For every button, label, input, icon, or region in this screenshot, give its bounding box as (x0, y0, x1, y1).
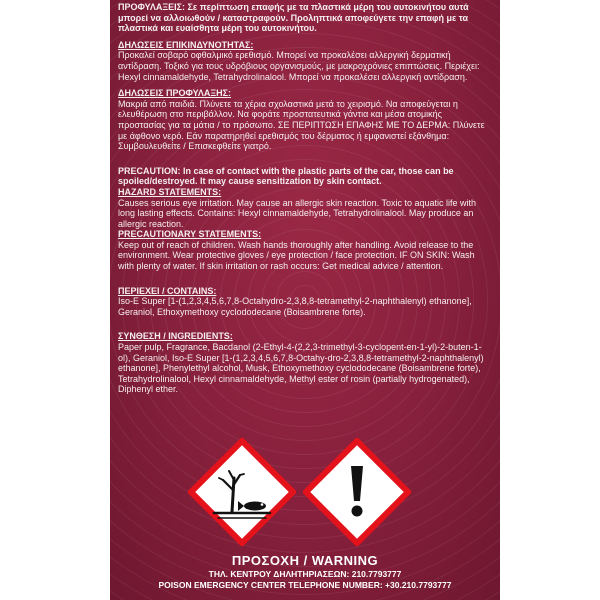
environment-hazard-icon (188, 438, 296, 546)
hazard-gr-title: ΔΗΛΩΣΕΙΣ ΕΠΙΚΙΝΔΥΝΟΤΗΤΑΣ: (118, 39, 254, 50)
precaution-en: PRECAUTION: In case of contact with the plastic parts of the car, those can be spoiled/destroyed. It may cause sensitization by skin contact. (118, 165, 454, 187)
signal-word: ΠΡΟΣΟΧΗ / WARNING (231, 553, 379, 568)
contains-title: ΠΕΡΙΕΧΕΙ / CONTAINS: (118, 285, 217, 296)
precautionary-gr-title: ΔΗΛΩΣΕΙΣ ΠΡΟΦΥΛΑΞΗΣ: (118, 88, 232, 99)
precautionary-en-text: Keep out of reach of children. Wash hands thoroughly after handling. Avoid release to the environment. Wear protective gloves / eye protection / face protection. IF ON SKIN: Wash with plenty of water. If skin irritation or rash occurs: Get medical advice / attention. (118, 239, 475, 272)
label-footer (110, 553, 500, 591)
ingredients-text: Paper pulp, Fragrance, Bacdanol (2-Ethyl-4-(2,2,3-trimethyl-3-cyclopent-en-1-yl)-2-buten-1-ol), Geraniol, Iso-E Super [1-(1,2,3,4,5,6,7,8-Octahy-dro-2,3,8,8-tetramethyl-2-naphthalenyl) ethanone], Phenylethyl alcohol, Musk, Ethoxymethoxy cyclododecane (Boisambrene forte), Tetrahydrolinalool, Hexyl cinnamaldehyde, Methyl ester of rosin (partially hydrogenated), Diphenyl ether. (118, 342, 484, 395)
precautionary-en-title: PRECAUTIONARY STATEMENTS: (118, 229, 262, 240)
poison-center-tel-gr: ΤΗΛ. ΚΕΝΤΡΟΥ ΔΗΛΗΤΗΡΙΑΣΕΩΝ: 210.7793777 (208, 569, 402, 579)
hazard-en-title: HAZARD STATEMENTS: (118, 186, 222, 197)
poison-center-tel-en: POISON EMERGENCY CENTER TELEPHONE NUMBER: +30.210.7793777 (158, 580, 452, 590)
label-text (110, 0, 500, 395)
hazard-en-text: Causes serious eye irritation. May cause an allergic skin reaction. Toxic to aquatic life with long lasting effects. Contains: Hexyl cinnamaldehyde, Tetrahydrolinalool. May produce an allergic reaction. (118, 197, 477, 229)
hazard-gr-text: Προκαλεί σοβαρό οφθαλμικό ερεθισμό. Μπορεί να προκαλέσει αλλεργική δερματική αντίδραση. Τοξικό για τους υδρόβιους οργανισμούς, με μακροχρόνιες επιπτώσεις. Περιέχει: Hexyl cinnamaldehyde, Tetrahydrolinalool. Μπορεί να προκαλέσει αλλεργική αντίδραση. (118, 50, 480, 82)
exclamation-mark-icon (303, 438, 411, 546)
contains-text: Iso-E Super [1-(1,2,3,4,5,6,7,8-Octahydro-2,3,8,8-tetramethyl-2-naphthalenyl) ethanone], Geraniol, Ethoxymethoxy cyclododecane (Boisambrene forte). (118, 296, 472, 317)
hazard-pictograms (110, 438, 500, 546)
ingredients-title: ΣΥΝΘΕΣΗ / INGREDIENTS: (118, 331, 233, 342)
precautions-gr: ΠΡΟΦΥΛΑΞΕΙΣ: Σε περίπτωση επαφής με τα πλαστικά μέρη του αυτοκινήτου αυτά μπορεί να αλλοιωθούν / καταστραφούν. Προληπτικά αποφεύγετε την επαφή με τα πλαστικά και ευαίσθητα μέρη του αυτοκινήτου. (118, 2, 469, 34)
precautionary-gr-text: Μακριά από παιδιά. Πλύνετε τα χέρια σχολαστικά μετά το χειρισμό. Να αποφεύγεται η ελευθέρωση στο περιβάλλον. Να φοράτε προστατευτικά γάντια και μέσα ατομικής προστασίας για τα μάτια / το πρόσωπο. ΣΕ ΠΕΡΙΠΤΩΣΗ ΕΠΑΦΗΣ ΜΕ ΤΟ ΔΕΡΜΑ: Πλύνετε με άφθονο νερό. Εάν παρατηρηθεί ερεθισμός του δέρματος ή εμφανιστεί εξάνθημα: Συμβουλευθείτε / Επισκεφθείτε γιατρό. (118, 98, 485, 152)
product-label (110, 0, 500, 600)
